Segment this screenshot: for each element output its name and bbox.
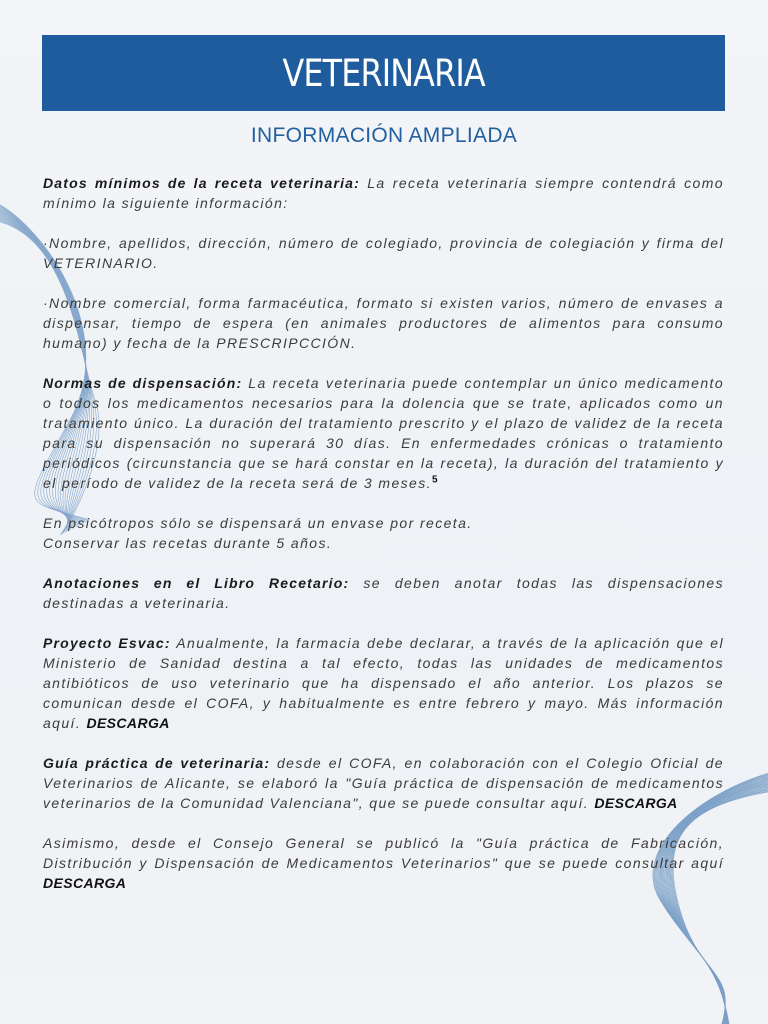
label-anotaciones: Anotaciones en el Libro Recetario: — [43, 575, 350, 591]
title-banner — [42, 35, 725, 111]
document-body — [43, 173, 724, 913]
text-guia: desde el COFA, en colaboración con el Colegio Oficial de Veterinarios de Alicante, se elaboró la "Guía práctica de dispensación de medicamentos veterinarios de la Comunidad Valenciana", que se puede consultar aquí. — [43, 755, 724, 811]
footnote-marker: 5 — [431, 474, 438, 486]
paragraph-normas — [43, 373, 724, 493]
page-title: VETERINARIA — [282, 51, 485, 95]
text-normas: La receta veterinaria puede contemplar un único medicamento o todos los medicamentos necesarios para la dolencia que se trate, aplicados como un tratamiento único. La duración del tratamiento prescrito y el plazo de validez de la receta para su dispensación no superará 30 días. En enfermedades crónicas o tratamiento periódicos (circunstancia que se hará constar en la receta), la duración del tratamiento y el período de validez de la receta será de 3 meses. — [43, 375, 725, 491]
text-conservar: Conservar las recetas durante 5 años. — [43, 535, 333, 551]
download-link-esvac[interactable]: DESCARGA — [86, 715, 170, 731]
paragraph-anotaciones — [43, 573, 724, 613]
label-normas: Normas de dispensación: — [43, 375, 243, 391]
text-esvac: Anualmente, la farmacia debe declarar, a través de la aplicación que el Ministerio de Sanidad destina a tal efecto, todas las unidades de medicamentos antibióticos de uso veterinario que ha dispensado el año anterior. Los plazos se comunican desde el COFA, y habitualmente es entre febrero y mayo. Más información aquí. — [43, 635, 724, 731]
text-psicotropos: En psicótropos sólo se dispensará un envase por receta. — [43, 515, 473, 531]
paragraph-esvac — [43, 633, 724, 733]
bullet-veterinario: ·Nombre, apellidos, dirección, número de colegiado, provincia de colegiación y firma del VETERINARIO. — [43, 235, 724, 271]
text-anotaciones: se deben anotar todas las dispensaciones destinadas a veterinaria. — [43, 575, 724, 611]
label-esvac: Proyecto Esvac: — [43, 635, 171, 651]
text-consejo: Asimismo, desde el Consejo General se publicó la "Guía práctica de Fabricación, Distribución y Dispensación de Medicamentos Veterinarios" que se puede consultar aquí — [43, 835, 724, 871]
download-link-consejo[interactable]: DESCARGA — [43, 875, 127, 891]
paragraph-consejo — [43, 833, 724, 893]
paragraph-datos-minimos — [43, 173, 724, 213]
page-subtitle: INFORMACIÓN AMPLIADA — [250, 124, 518, 147]
label-datos-minimos: Datos mínimos de la receta veterinaria: — [43, 175, 361, 191]
paragraph-guia — [43, 753, 724, 813]
bullet-prescripcion: ·Nombre comercial, forma farmacéutica, formato si existen varios, número de envases a dispensar, tiempo de espera (en animales productores de alimentos para consumo humano) y fecha de la PRESCRIPCCIÓN. — [43, 295, 724, 351]
label-guia: Guía práctica de veterinaria: — [43, 755, 271, 771]
download-link-guia[interactable]: DESCARGA — [594, 795, 678, 811]
text-datos-minimos: La receta veterinaria siempre contendrá como mínimo la siguiente información: — [43, 175, 724, 211]
